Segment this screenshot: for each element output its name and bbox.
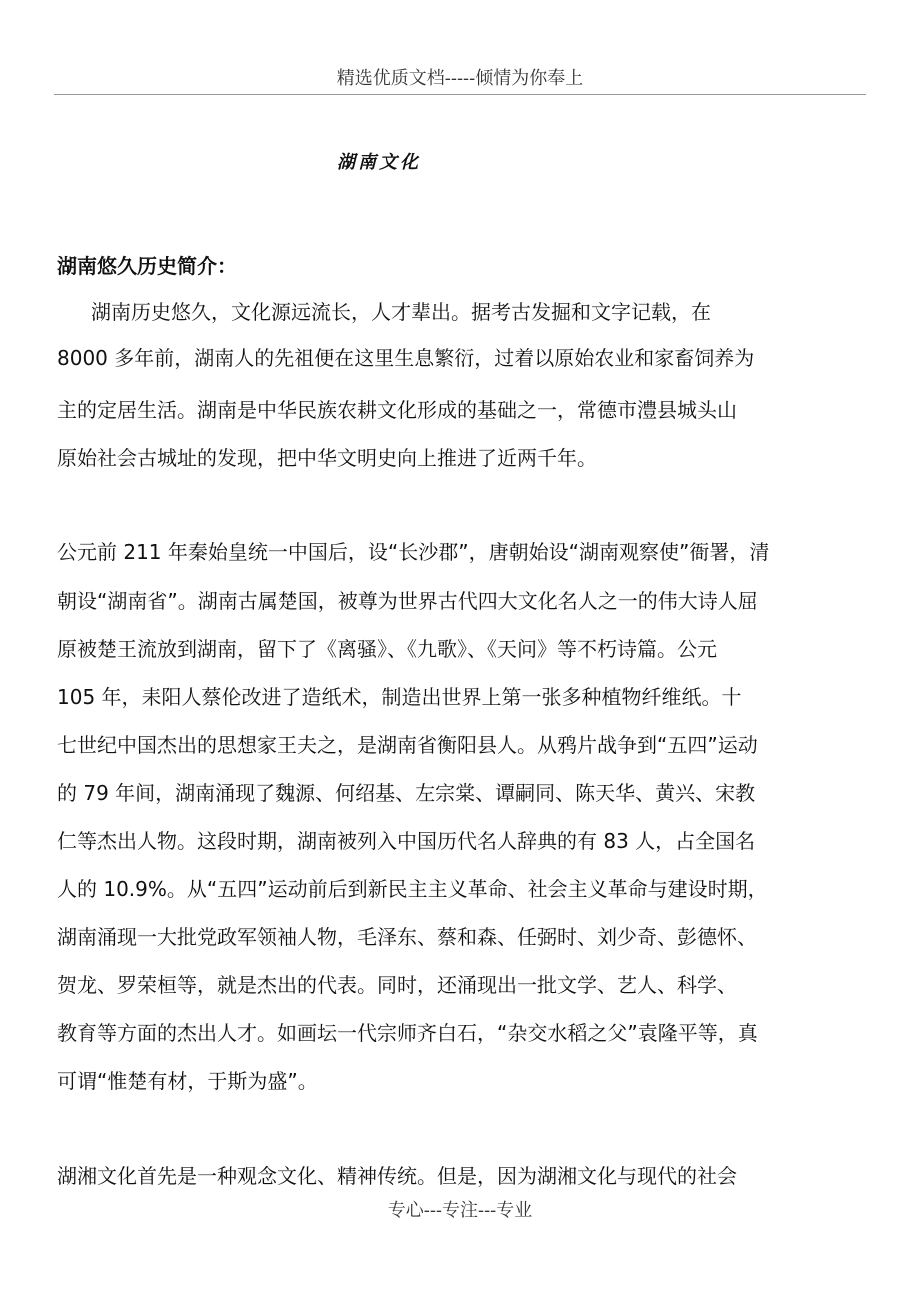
- paragraph-line: 105 年，耒阳人蔡伦改进了造纸术，制造出世界上第一张多种植物纤维纸。十: [57, 685, 742, 709]
- paragraph-line: 仁等杰出人物。这段时期，湖南被列入中国历代名人辞典的有 83 人，占全国名: [57, 829, 756, 853]
- paragraph-line: 教育等方面的杰出人才。如画坛一代宗师齐白石，“杂交水稻之父”袁隆平等，真: [57, 1021, 758, 1045]
- paragraph-line: 8000 多年前，湖南人的先祖便在这里生息繁衍，过着以原始农业和家畜饲养为: [57, 346, 755, 370]
- paragraph-line: 七世纪中国杰出的思想家王夫之，是湖南省衡阳县人。从鸦片战争到“五四”运动: [57, 733, 758, 757]
- page-header: 精选优质文档-----倾情为你奉上: [336, 68, 584, 89]
- page-footer: 专心---专注---专业: [387, 1200, 533, 1221]
- section-heading: 湖南悠久历史简介：: [57, 254, 237, 278]
- paragraph-line: 人的 10.9%。从“五四”运动前后到新民主主义革命、社会主义革命与建设时期，: [57, 877, 768, 901]
- paragraph-line: 公元前 211 年秦始皇统一中国后，设“长沙郡”，唐朝始设“湖南观察使”衙署，清: [57, 540, 770, 564]
- document-title: 湖南文化: [337, 152, 421, 173]
- paragraph-line: 湖湘文化首先是一种观念文化、精神传统。但是，因为湖湘文化与现代的社会: [57, 1164, 737, 1188]
- paragraph-line: 朝设“湖南省”。湖南古属楚国，被尊为世界古代四大文化名人之一的伟大诗人屈: [57, 589, 758, 613]
- paragraph-line: 可谓“惟楚有材，于斯为盛”。: [57, 1069, 318, 1093]
- header-divider: [54, 94, 866, 95]
- paragraph-line: 原始社会古城址的发现，把中华文明史向上推进了近两千年。: [57, 446, 597, 470]
- paragraph-line: 主的定居生活。湖南是中华民族农耕文化形成的基础之一，常德市澧县城头山: [57, 398, 737, 422]
- paragraph-line: 贺龙、罗荣桓等，就是杰出的代表。同时，还涌现出一批文学、艺人、科学、: [57, 973, 737, 997]
- paragraph-line: 原被楚王流放到湖南，留下了《离骚》、《九歌》、《天问》等不朽诗篇。公元: [57, 637, 717, 661]
- paragraph-line: 湖南历史悠久，文化源远流长，人才辈出。据考古发掘和文字记载，在: [91, 300, 711, 324]
- paragraph-line: 湖南涌现一大批党政军领袖人物，毛泽东、蔡和森、任弼时、刘少奇、彭德怀、: [57, 925, 757, 949]
- paragraph-line: 的 79 年间，湖南涌现了魏源、何绍基、左宗棠、谭嗣同、陈天华、黄兴、宋教: [57, 781, 756, 805]
